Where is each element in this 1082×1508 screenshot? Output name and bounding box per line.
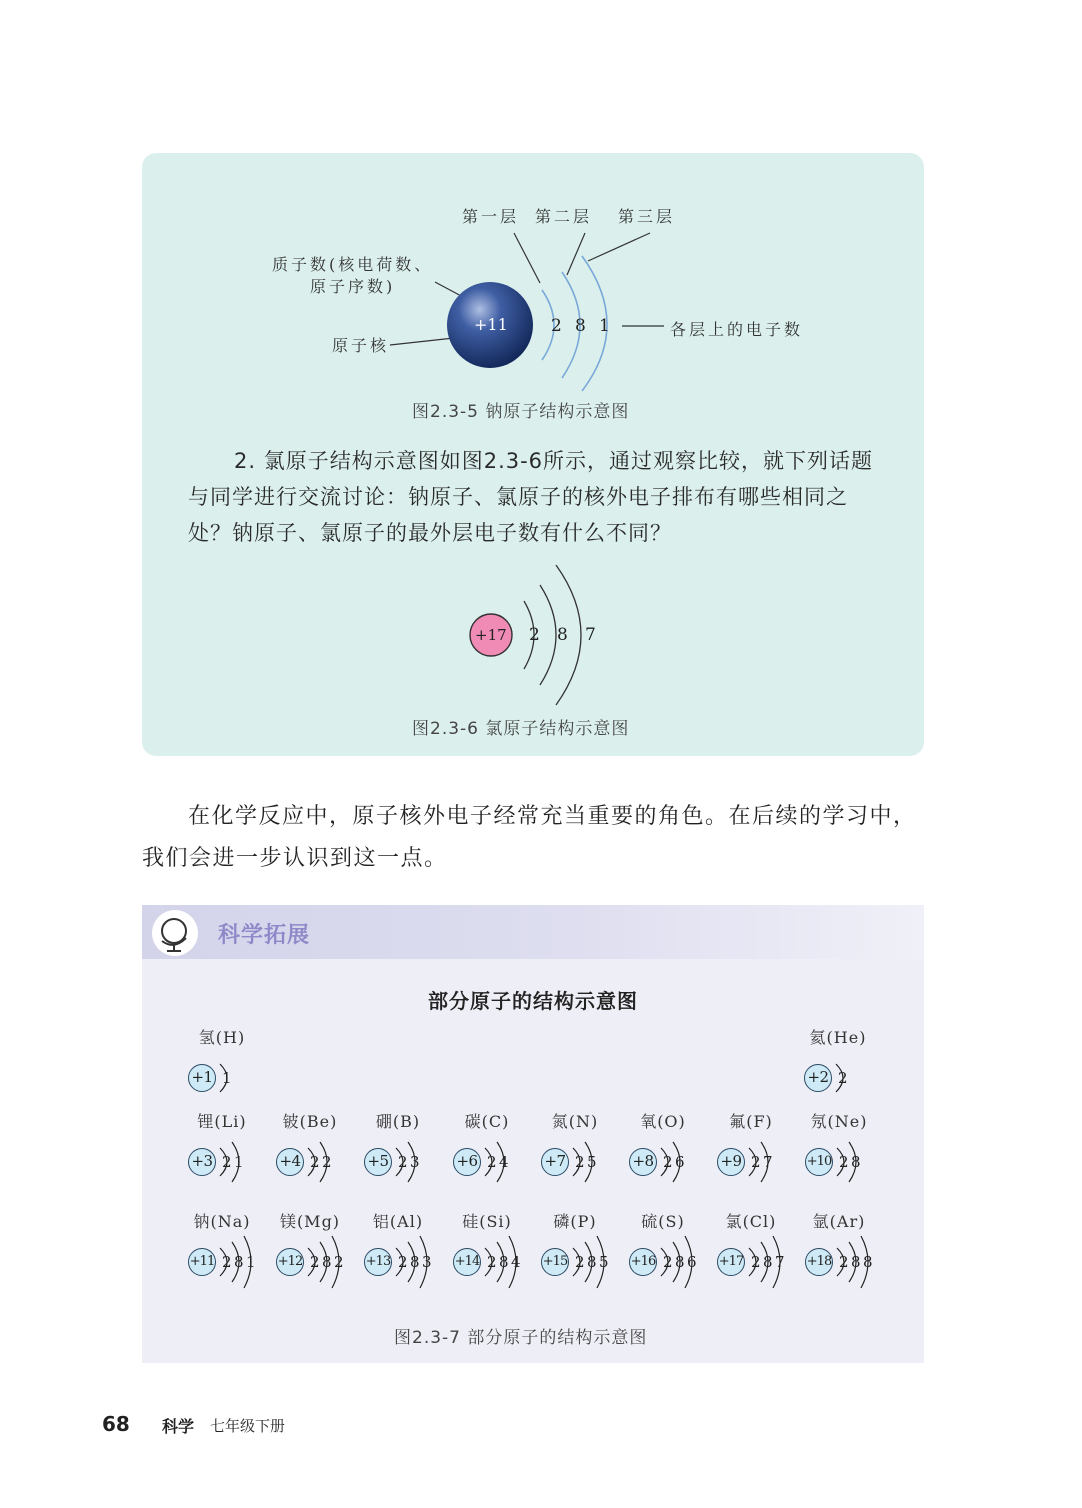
atom-nucleus: +3 [188,1148,216,1176]
atom-name: 锂(Li) [197,1112,247,1131]
atom-diagram [539,1109,619,1189]
atom-name: 氖(Ne) [810,1112,868,1131]
science-extension-box [142,905,924,1363]
atom-diagram [539,1209,619,1289]
electron-count: 2 [838,1069,848,1087]
atom-diagram [627,1109,707,1189]
label-layer-3: 第三层 [618,207,676,226]
atom-nucleus: +5 [364,1148,392,1176]
sodium-electrons-shell-3: 1 [599,316,610,336]
atom-nucleus: +15 [541,1248,569,1276]
atom-nucleus: +10 [805,1148,833,1176]
electron-count: 6 [675,1153,685,1171]
atom-diagram [451,1109,531,1189]
atom-nucleus: +13 [364,1248,392,1276]
extension-heading: 部分原子的结构示意图 [428,989,638,1013]
atom-nucleus: +6 [453,1148,481,1176]
electron-count: 7 [775,1253,785,1271]
electron-count: 1 [234,1153,244,1171]
chlorine-electrons-shell-1: 2 [529,625,540,645]
atom-name: 氢(H) [198,1028,246,1047]
chlorine-electrons-shell-3: 7 [585,625,596,645]
electron-count: 2 [575,1153,585,1171]
electron-count: 8 [499,1253,509,1271]
electron-count: 2 [398,1253,408,1271]
electron-count: 5 [599,1253,609,1271]
atom-diagram [186,1025,266,1105]
main-paragraph: 在化学反应中，原子核外电子经常充当重要的角色。在后续的学习中，我们会进一步认识到这一点。 [142,804,917,871]
electron-count: 3 [410,1153,420,1171]
atom-name: 镁(Mg) [279,1212,341,1231]
electron-count: 2 [310,1153,320,1171]
atom-diagram [274,1209,354,1289]
globe-icon [150,908,200,958]
electron-count: 2 [222,1253,232,1271]
electron-count: 3 [422,1253,432,1271]
electron-count: 8 [322,1253,332,1271]
electron-count: 2 [222,1153,232,1171]
electron-count: 2 [322,1153,332,1171]
label-layer-1: 第一层 [462,207,520,226]
label-electrons-per-layer: 各层上的电子数 [670,320,804,339]
figure-caption-2-3-5: 图2.3-5 钠原子结构示意图 [412,402,630,422]
atom-diagram [274,1109,354,1189]
page-number: 68 [102,1412,130,1436]
electron-count: 1 [222,1069,232,1087]
atom-diagram [803,1209,883,1289]
sodium-charge: +11 [474,315,508,334]
atom-diagram [362,1209,442,1289]
sodium-electrons-shell-1: 2 [551,316,562,336]
atom-diagram [186,1209,266,1289]
label-layer-2: 第二层 [535,207,593,226]
atom-nucleus: +4 [276,1148,304,1176]
atom-diagram [451,1209,531,1289]
subject-label: 科学 [162,1417,195,1436]
grade-label: 七年级下册 [210,1417,286,1435]
extension-header [142,905,924,959]
atom-name: 氯(Cl) [725,1212,777,1231]
electron-count: 7 [763,1153,773,1171]
atom-name: 铍(Be) [282,1112,338,1131]
label-atomic-number: 原子序数) [310,277,396,296]
extension-title: 科学拓展 [218,923,311,948]
electron-count: 5 [587,1153,597,1171]
discussion-question: 2. 氯原子结构示意图如图2.3-6所示，通过观察比较，就下列话题与同学进行交流讨论：钠原子、氯原子的核外电子排布有哪些相同之处？钠原子、氯原子的最外层电子数有什么不同？ [188,449,874,545]
electron-count: 4 [511,1253,521,1271]
atom-name: 氟(F) [729,1112,773,1131]
electron-count: 2 [663,1253,673,1271]
electron-count: 2 [487,1153,497,1171]
atom-diagram [362,1109,442,1189]
atom-name: 铝(Al) [372,1212,424,1231]
atom-name: 氩(Ar) [812,1212,866,1231]
sodium-diagram-lines [142,153,924,403]
electron-count: 2 [663,1153,673,1171]
electron-count: 6 [687,1253,697,1271]
electron-count: 8 [863,1253,873,1271]
atom-nucleus: +16 [629,1248,657,1276]
atom-name: 氮(N) [551,1112,599,1131]
label-proton-number: 质子数(核电荷数、 [272,255,434,274]
electron-count: 2 [398,1153,408,1171]
atom-diagram [715,1209,795,1289]
electron-count: 2 [575,1253,585,1271]
atom-nucleus: +12 [276,1248,304,1276]
activity-box [142,153,924,756]
electron-count: 8 [851,1253,861,1271]
electron-count: 8 [675,1253,685,1271]
atom-name: 钠(Na) [193,1212,251,1231]
figure-caption-2-3-7: 图2.3-7 部分原子的结构示意图 [394,1328,648,1348]
electron-count: 2 [839,1253,849,1271]
electron-count: 2 [751,1253,761,1271]
atom-nucleus: +17 [717,1248,745,1276]
electron-count: 1 [246,1253,256,1271]
atom-diagram [715,1109,795,1189]
sodium-electrons-shell-2: 8 [575,316,586,336]
electron-count: 8 [410,1253,420,1271]
atom-nucleus: +9 [717,1148,745,1176]
atom-name: 碳(C) [464,1112,510,1131]
label-nucleus: 原子核 [332,336,390,355]
atom-nucleus: +8 [629,1148,657,1176]
electron-count: 8 [851,1153,861,1171]
electron-count: 2 [839,1153,849,1171]
atom-nucleus: +7 [541,1148,569,1176]
atom-nucleus: +1 [188,1064,216,1092]
atom-nucleus: +2 [804,1064,832,1092]
atom-name: 硼(B) [375,1112,421,1131]
atom-nucleus: +18 [805,1248,833,1276]
atom-nucleus: +14 [453,1248,481,1276]
atom-name: 氦(He) [809,1028,867,1047]
atom-diagram [627,1209,707,1289]
electron-count: 8 [587,1253,597,1271]
electron-count: 2 [310,1253,320,1271]
chlorine-charge: +17 [475,626,507,644]
atom-diagram [803,1109,883,1189]
atom-name: 硫(S) [641,1212,685,1231]
atom-nucleus: +11 [188,1248,216,1276]
atom-diagram [186,1109,266,1189]
electron-count: 2 [334,1253,344,1271]
figure-caption-2-3-6: 图2.3-6 氯原子结构示意图 [412,719,630,739]
electron-count: 2 [487,1253,497,1271]
atom-name: 氧(O) [640,1112,686,1131]
atom-diagram [802,1025,882,1105]
electron-count: 8 [763,1253,773,1271]
electron-count: 2 [751,1153,761,1171]
atom-name: 硅(Si) [462,1212,512,1231]
electron-count: 4 [499,1153,509,1171]
chlorine-shell-2 [540,585,556,685]
electron-count: 8 [234,1253,244,1271]
atom-name: 磷(P) [553,1212,597,1231]
chlorine-electrons-shell-2: 8 [557,625,568,645]
